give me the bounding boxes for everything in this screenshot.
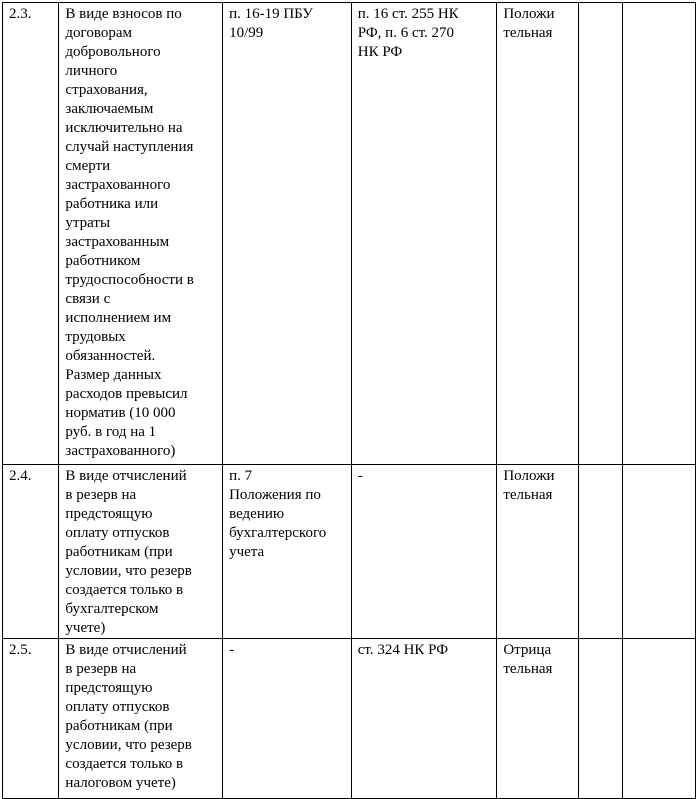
pbu-reference: п. 16-19 ПБУ 10/99	[229, 6, 313, 41]
nk-reference: ст. 324 НК РФ	[357, 642, 449, 658]
difference-type-cell	[497, 639, 578, 799]
table-row	[3, 3, 696, 465]
row-number-cell	[3, 3, 59, 465]
pbu-reference: п. 7 Положения по ведению бухгалтерского учета	[229, 468, 327, 560]
difference-type: Положи тельная	[503, 6, 555, 41]
pbu-reference: -	[229, 642, 235, 658]
empty-cell-1	[578, 3, 622, 465]
pbu-reference-cell	[223, 639, 352, 799]
nk-reference-cell	[351, 639, 497, 799]
nk-reference-cell	[351, 3, 497, 465]
row-number-cell	[3, 639, 59, 799]
empty-cell-2	[622, 639, 695, 799]
difference-type: Положи тельная	[503, 468, 555, 503]
pbu-reference-cell	[223, 3, 352, 465]
empty-cell-1	[578, 465, 622, 639]
row-number-cell	[3, 465, 59, 639]
difference-type-cell	[497, 3, 578, 465]
table-row	[3, 465, 696, 639]
nk-reference-cell	[351, 465, 497, 639]
row-description: В виде отчислений в резерв на предстоящую оплату отпусков работникам (при условии, что резерв создается только в налоговом учете)	[65, 642, 192, 791]
empty-cell-1	[578, 639, 622, 799]
row-number: 2.3.	[9, 6, 32, 22]
nk-reference: -	[357, 468, 363, 484]
table-row	[3, 639, 696, 799]
description-cell	[59, 639, 223, 799]
row-description: В виде взносов по договорам добровольного личного страхования, заключаемым исключительно на случай наступления смерти застрахованного работника или утраты застрахованным работником трудоспособности в связи с исполнением им трудовых обязанностей. Размер данных расходов превысил норматив (10 000 руб. в год на 1 застрахованного)	[65, 6, 194, 459]
nk-reference: п. 16 ст. 255 НК РФ, п. 6 ст. 270 НК РФ	[357, 6, 459, 60]
description-cell	[59, 3, 223, 465]
difference-type: Отрица тельная	[503, 642, 553, 677]
row-description: В виде отчислений в резерв на предстоящую оплату отпусков работникам (при условии, что резерв создается только в бухгалтерском учете)	[65, 468, 192, 636]
empty-cell-2	[622, 465, 695, 639]
description-cell	[59, 465, 223, 639]
document-table	[2, 2, 696, 799]
difference-type-cell	[497, 465, 578, 639]
row-number: 2.4.	[9, 468, 32, 484]
empty-cell-2	[622, 3, 695, 465]
row-number: 2.5.	[9, 642, 32, 658]
pbu-reference-cell	[223, 465, 352, 639]
